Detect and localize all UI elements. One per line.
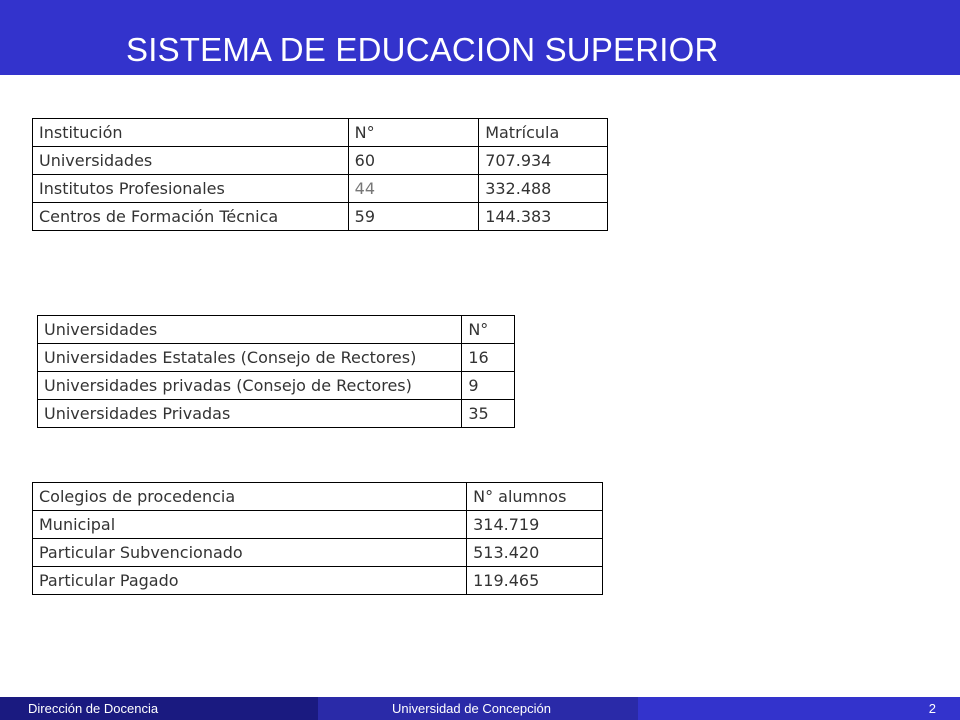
table-cell: Universidades Privadas bbox=[38, 400, 462, 428]
page-number: 2 bbox=[928, 701, 936, 716]
table-cell: 60 bbox=[348, 147, 479, 175]
table-header-cell: N° alumnos bbox=[467, 483, 603, 511]
footer-right-segment bbox=[638, 697, 960, 720]
footer-center-segment bbox=[318, 697, 638, 720]
table-header-cell: Institución bbox=[33, 119, 349, 147]
universities-table bbox=[37, 315, 515, 428]
table-cell: 35 bbox=[462, 400, 515, 428]
table-header-cell: N° bbox=[462, 316, 515, 344]
table-row bbox=[38, 400, 515, 428]
table-cell: Institutos Profesionales bbox=[33, 175, 349, 203]
table-row bbox=[33, 539, 603, 567]
table-row bbox=[33, 203, 608, 231]
table-header-cell: N° bbox=[348, 119, 479, 147]
table-row bbox=[33, 567, 603, 595]
table-cell: 513.420 bbox=[467, 539, 603, 567]
table-cell: Centros de Formación Técnica bbox=[33, 203, 349, 231]
table-header-cell: Colegios de procedencia bbox=[33, 483, 467, 511]
footer-left-segment bbox=[0, 697, 318, 720]
table-cell: 9 bbox=[462, 372, 515, 400]
table-cell: Municipal bbox=[33, 511, 467, 539]
table-cell: Particular Subvencionado bbox=[33, 539, 467, 567]
page-title: SISTEMA DE EDUCACION SUPERIOR bbox=[126, 31, 719, 68]
footer-bar bbox=[0, 697, 960, 720]
table-header-row bbox=[33, 119, 608, 147]
table-cell: Particular Pagado bbox=[33, 567, 467, 595]
table-cell: 59 bbox=[348, 203, 479, 231]
table-cell: 119.465 bbox=[467, 567, 603, 595]
table-cell: 144.383 bbox=[479, 203, 608, 231]
table-header-row bbox=[33, 483, 603, 511]
table-header-row bbox=[38, 316, 515, 344]
table-header-cell: Universidades bbox=[38, 316, 462, 344]
table-row bbox=[33, 175, 608, 203]
table-cell: Universidades Estatales (Consejo de Rectores) bbox=[38, 344, 462, 372]
table-cell: Universidades privadas (Consejo de Rectores) bbox=[38, 372, 462, 400]
footer-university: Universidad de Concepción bbox=[392, 701, 551, 716]
school-origin-table bbox=[32, 482, 603, 595]
header-bar bbox=[0, 0, 960, 75]
table-cell: 707.934 bbox=[479, 147, 608, 175]
table-cell: 16 bbox=[462, 344, 515, 372]
table-row bbox=[33, 511, 603, 539]
table-cell: 314.719 bbox=[467, 511, 603, 539]
table-row bbox=[38, 344, 515, 372]
table-cell: 332.488 bbox=[479, 175, 608, 203]
table-cell: 44 bbox=[348, 175, 479, 203]
table-cell: Universidades bbox=[33, 147, 349, 175]
table-row bbox=[38, 372, 515, 400]
institutions-table bbox=[32, 118, 608, 231]
table-header-cell: Matrícula bbox=[479, 119, 608, 147]
footer-department: Dirección de Docencia bbox=[28, 701, 159, 716]
table-row bbox=[33, 147, 608, 175]
